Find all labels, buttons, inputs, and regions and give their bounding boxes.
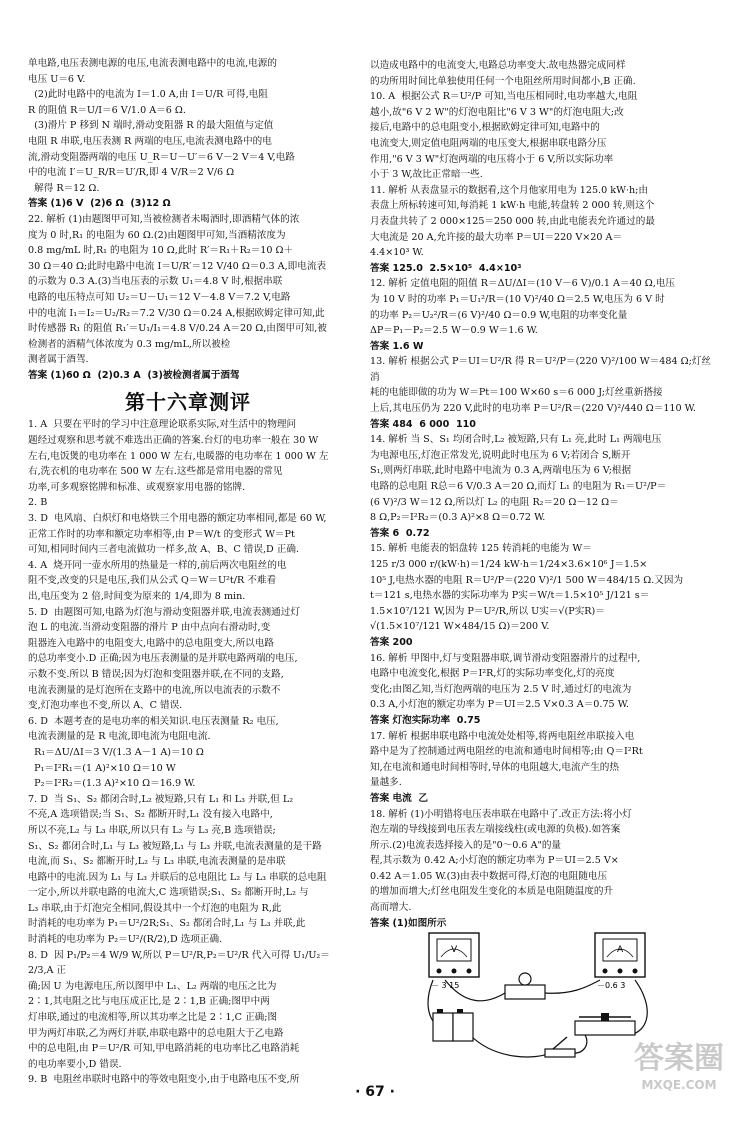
right-line: 高而增大. bbox=[370, 902, 412, 914]
right-line: 14. 解析 当 S、S₁ 均闭合时,L₂ 被短路,只有 L₁ 亮,此时 L₁ 两端电压 bbox=[370, 434, 662, 446]
right-line: 4.4×10³ W. bbox=[370, 247, 424, 259]
left-line: 题经过观察和思考就不难选出正确的答案.台灯的电功率一般在 30 W bbox=[28, 435, 319, 447]
left-line: 所以不亮,L₂ 与 L₃ 串联,所以只有 L₂ 与 L₃ 亮,B 选项错误; bbox=[28, 824, 276, 836]
left-line: 度为 0 时,R₁ 的电阻为 60 Ω.(2)由题图甲可知,当酒精浓度为 bbox=[28, 229, 286, 241]
watermark bbox=[620, 1040, 738, 1112]
battery-icon bbox=[433, 1009, 473, 1041]
left-line: L₃ 串联,由于灯泡完全相同,假设其中一个灯泡的电阻为 R,此 bbox=[28, 902, 282, 914]
left-line: 时消耗的电功率为 P₂＝U²/(R/2),D 选项正确. bbox=[28, 934, 223, 946]
right-line: 电流变大,则定值电阻两端的电压变大,根据串联电路分压 bbox=[370, 137, 607, 149]
right-line: 接后,电路中的总电阻变小,根据欧姆定律可知,电路中的 bbox=[370, 122, 600, 134]
left-line: 时传感器 R₁ 的阻值 R₁′＝U₁/I₁＝4.8 V/0.24 A＝20 Ω,由图甲可知,被 bbox=[28, 323, 327, 335]
left-line: (3)滑片 P 移到 N 端时,滑动变阻器 R 的最大阻值与定值 bbox=[28, 120, 274, 132]
right-line: 17. 解析 根据串联电路中电流处处相等,将两电阻丝串联接入电 bbox=[370, 730, 635, 742]
left-line: 右,洗衣机的电功率在 500 W 左右.这些都是常用电器的常见 bbox=[28, 466, 283, 478]
left-line: 灯串联,通过的电流相等,所以其功率之比是 2∶1,C 正确;图 bbox=[28, 1012, 278, 1024]
watermark-mark: 答案圈 bbox=[634, 1041, 724, 1076]
right-line: 16. 解析 甲图中,灯与变阻器串联,调节滑动变阻器滑片的过程中, bbox=[370, 652, 641, 664]
left-line: 泡 L 的电流.当滑动变阻器的滑片 P 由中点向右滑动时,变 bbox=[28, 622, 271, 634]
left-line: 3. D 电风扇、白炽灯和电烙铁三个用电器的额定功率相同,都是 60 W, bbox=[28, 513, 327, 525]
right-line: 18. 解析 (1)小明错将电压表串联在电路中了.改正方法:将小灯 bbox=[370, 808, 632, 820]
left-line: 电流表测量的是灯泡所在支路中的电流,所以电流表的示数不 bbox=[28, 684, 281, 696]
right-line: 0.3 A,小灯泡的额定功率为 P＝UI＝2.5 V×0.3 A＝0.75 W. bbox=[370, 699, 629, 711]
right-line: 知,在电流和通电时间相等时,导体的电阻越大,电流产生的热 bbox=[370, 761, 619, 773]
right-line: ΔP＝P₁－P₂＝2.5 W－0.9 W＝1.6 W. bbox=[370, 325, 538, 337]
right-line: 10. A 根据公式 R＝U²/P 可知,当电压相同时,电功率越大,电阻 bbox=[370, 91, 638, 103]
left-line: 电路中的电流.因为 L₁ 与 L₃ 并联后的总电阻比 L₂ 与 L₃ 串联的总电阻 bbox=[28, 871, 327, 883]
right-line: 上后,其电压仍为 220 V,此时的电功率 P＝U²/R＝(220 V)²/440 Ω＝110 W. bbox=[370, 403, 696, 415]
right-line: 月表盘共转了 2 000×125＝250 000 转,由此电能表允许通过的最 bbox=[370, 215, 655, 227]
left-line: 出,电压变为 2 倍,时间变为原来的 1/4,即为 8 min. bbox=[28, 591, 246, 602]
right-line: 以造成电路中的电流变大,电路总功率变大.故电热器完成同样 bbox=[370, 60, 626, 71]
left-line: 确;因 U 为电源电压,所以图甲中 L₁、L₂ 两端的电压之比为 bbox=[28, 980, 277, 992]
answer-line: 答案 (1)6 V (2)6 Ω (3)12 Ω bbox=[28, 198, 171, 210]
voltmeter-icon bbox=[429, 933, 479, 977]
left-line: 电流表测量的是 R 电流,即电流为电阻电流. bbox=[28, 731, 211, 743]
right-line: 为电源电压,灯泡正常发光,说明此时电压为 6 V;若闭合 S,断开 bbox=[370, 449, 631, 461]
bulb-icon bbox=[505, 973, 545, 999]
left-line: 左右,电饭煲的电功率在 1 000 W 左右,电暖器的电功率在 1 000 W 左 bbox=[28, 450, 329, 462]
right-line: 耗的电能即做的功为 W＝Pt＝100 W×60 s＝6 000 J;灯丝重新搭接 bbox=[370, 387, 663, 399]
left-column bbox=[28, 56, 348, 1088]
ammeter-terminals: －0.6 3 bbox=[597, 981, 626, 990]
answer-line: 答案 125.0 2.5×10⁵ 4.4×10³ bbox=[370, 262, 522, 274]
left-line: 正常工作时的功率和额定功率相等,由 P＝W/t 的变形式 W＝Pt bbox=[28, 528, 295, 540]
left-line: 变,灯泡功率也不变,所以 A、C 错误. bbox=[28, 700, 183, 712]
left-line: 流,滑动变阻器两端的电压 U_R＝U－U′＝6 V－2 V＝4 V,电路 bbox=[28, 151, 295, 163]
left-line: 30 Ω＝40 Ω;此时电路中电流 I＝U/R′＝12 V/40 Ω＝0.3 A,即电流表 bbox=[28, 260, 327, 272]
left-line: 示数不变.所以 B 错误;因为灯泡和变阻器并联,在不同的支路, bbox=[28, 668, 284, 680]
answer-line: 答案 484 6 000 110 bbox=[370, 418, 476, 430]
left-line: 9. B 电阻丝串联时电路中的等效电阻变小,由于电路电压不变,所 bbox=[28, 1074, 300, 1086]
right-line: 15. 解析 电能表的铝盘转 125 转消耗的电能为 W＝ bbox=[370, 543, 592, 555]
right-column bbox=[370, 58, 718, 931]
left-line: P₂＝I²R₂＝(1.3 A)²×10 Ω＝16.9 W. bbox=[28, 778, 196, 790]
right-line: 越小,故"6 V 2 W"的灯泡电阻比"6 V 3 W"的灯泡电阻大;改 bbox=[370, 106, 624, 118]
right-line: 8 Ω,P₂＝I²R₂＝(0.3 A)²×8 Ω＝0.72 W. bbox=[370, 512, 546, 524]
right-line: (6 V)²/3 W＝12 Ω,所以灯 L₂ 的电阻 R₂＝20 Ω－12 Ω＝ bbox=[370, 496, 619, 508]
left-line: S₁、S₂ 都闭合时,L₁ 与 L₃ 被短路,L₁ 与 L₃ 并联,电流表测量的是干路 bbox=[28, 840, 322, 852]
answer-line: 答案 200 bbox=[370, 636, 413, 648]
page-number: · 67 · bbox=[355, 1084, 395, 1100]
right-line: t＝121 s,电热水器的实际功率为 P实＝W/t＝1.5×10⁵ J/121 s＝ bbox=[370, 590, 650, 602]
right-line: √(1.5×10⁷/121 W×484/15 Ω)＝200 V. bbox=[370, 621, 550, 633]
right-line: 程,其示数为 0.42 A;小灯泡的额定功率为 P＝UI＝2.5 V× bbox=[370, 855, 619, 867]
right-line: 大电流是 20 A,允许接的最大功率 P＝UI＝220 V×20 A＝ bbox=[370, 231, 623, 243]
left-line: 单电路,电压表测电源的电压,电流表测电路中的电流,电源的 bbox=[28, 58, 277, 69]
answer-line: 答案 灯泡实际功率 0.75 bbox=[370, 714, 481, 726]
left-line: 的示数为 0.3 A.(3)当电压表的示数 U₁＝4.8 V 时,根据串联 bbox=[28, 276, 283, 288]
right-line: S₁,则两灯串联,此时电路中电流为 0.3 A,两端电压为 6 V;根据 bbox=[370, 465, 632, 477]
right-line: 作用,"6 V 3 W"灯泡两端的电压将小于 6 V,所以实际功率 bbox=[370, 153, 614, 165]
left-line: 2∶1,其电阻之比与电压成正比,是 2∶1,B 正确;图甲中两 bbox=[28, 996, 270, 1008]
right-line: 小于 3 W,故比正常暗一些. bbox=[370, 169, 483, 181]
left-line: 电压 U＝6 V. bbox=[28, 73, 86, 85]
answer-line: 答案 6 0.72 bbox=[370, 527, 430, 539]
right-line: 量越多. bbox=[370, 777, 402, 789]
answer-line: 答案 电流 乙 bbox=[370, 792, 428, 804]
right-line: 泡左端的导线接到电压表左端接线柱(或电源的负极).如答案 bbox=[370, 824, 621, 836]
left-line: 可知,相同时间内三者电流做功一样多,故 A、B、C 错误,D 正确. bbox=[28, 544, 300, 556]
left-line: 2. B bbox=[28, 497, 48, 509]
left-line: 一定小,所以并联电路的电流大,C 选项错误;S₁、S₂ 都断开时,L₂ 与 bbox=[28, 887, 309, 899]
answer-line: 答案 (1)60 Ω (2)0.3 A (3)被检测者属于酒驾 bbox=[28, 369, 240, 381]
left-line: 的总功率变小.D 正确;因为电压表测量的是并联电路两端的电压, bbox=[28, 653, 298, 665]
left-line: 电流,而 S₁、S₂ 都断开时,L₂ 与 L₃ 串联,电流表测量的是串联 bbox=[28, 856, 286, 868]
ammeter-icon bbox=[595, 933, 645, 977]
left-line: 电阻 R 串联,电压表测 R 两端的电压,电流表测电路中的电 bbox=[28, 135, 272, 147]
left-line: 22. 解析 (1)由题图甲可知,当被检测者未喝酒时,即酒精气体的浓 bbox=[28, 213, 300, 225]
left-line: P₁＝I²R₁＝(1 A)²×10 Ω＝10 W bbox=[28, 762, 176, 774]
left-line: 1. A 只要在平时的学习中注意理论联系实际,对生活中的物理问 bbox=[28, 419, 297, 431]
left-line: 解得 R＝12 Ω. bbox=[28, 182, 100, 194]
ammeter-label: A bbox=[617, 945, 624, 955]
right-line: 电路中电流变化,根据 P＝I²R,灯的实际功率变化,灯的亮度 bbox=[370, 668, 615, 680]
watermark-site: MXQE.COM bbox=[641, 1078, 717, 1092]
left-line: 4. A 烧开同一壶水所用的热量是一样的,前后两次电阻丝的电 bbox=[28, 559, 287, 571]
left-line: 测者属于酒驾. bbox=[28, 354, 89, 366]
left-line: 5. D 由题图可知,电路为灯泡与滑动变阻器并联,电流表测通过灯 bbox=[28, 606, 300, 618]
right-line: 125 r/3 000 r/(kW·h)＝1/24 kW·h＝1/24×3.6×10⁶ J＝1.5× bbox=[370, 559, 648, 570]
right-line: 的功所用时间比单独使用任何一个电阻丝所用时间都小,B 正确. bbox=[370, 75, 636, 87]
right-line: 为 10 V 时的功率 P₁＝U₁²/R＝(10 V)²/40 Ω＝2.5 W,电压为 6 V 时 bbox=[370, 293, 665, 305]
right-line: 11. 解析 从表盘显示的数据看,这个月他家用电为 125.0 kW·h;由 bbox=[370, 184, 648, 196]
right-line: 的增加而增大;灯丝电阻发生变化的本质是电阻随温度的升 bbox=[370, 886, 614, 898]
answer-line: 答案 1.6 W bbox=[370, 340, 424, 352]
right-line: 12. 解析 定值电阻的阻值 R＝ΔU/ΔI＝(10 V－6 V)/0.1 A＝40 Ω,电压 bbox=[370, 278, 675, 290]
right-line: 所示.(2)电流表选择接入的是"0～0.6 A"的量 bbox=[370, 839, 562, 851]
right-line: 表盘上所标转速可知,每消耗 1 kW·h 电能,转盘转 2 000 转,则这个 bbox=[370, 200, 655, 212]
voltmeter-terminals: － 3 15 bbox=[431, 981, 460, 990]
left-line: 中的电流 I′＝U_R/R＝U′/R,即 4 V/R＝2 V/6 Ω bbox=[28, 167, 235, 179]
left-line: 功率,可多观察铭牌和标准、或观察家用电器的铭牌. bbox=[28, 481, 246, 493]
left-line: 电路的电压特点可知 U₂＝U－U₁＝12 V－4.8 V＝7.2 V,电路 bbox=[28, 291, 291, 303]
left-line: 中的总电阻,由 P＝U²/R 可知,甲电路消耗的电功率比乙电路消耗 bbox=[28, 1043, 300, 1055]
left-line: 7. D 当 S₁、S₂ 都闭合时,L₂ 被短路,只有 L₁ 和 L₃ 并联,但 L₂ bbox=[28, 793, 294, 805]
answer-line: 答案 (1)如图所示 bbox=[370, 917, 447, 929]
right-line: 的功率 P₂＝U₂²/R＝(6 V)²/40 Ω＝0.9 W,电阻的功率变化量 bbox=[370, 309, 628, 321]
voltmeter-label: V bbox=[451, 945, 458, 955]
section-title: 第十六章测评 bbox=[125, 390, 251, 415]
left-line: 检测者的酒精气体浓度为 0.3 mg/mL,所以被检 bbox=[28, 338, 231, 350]
wire bbox=[470, 1035, 550, 1057]
left-line: 6. D 本题考查的是电功率的相关知识.电压表测量 R₂ 电压, bbox=[28, 715, 279, 727]
right-line: 路中是为了控制通过两电阻丝的电流和通电时间相等;由 Q＝I²Rt bbox=[370, 746, 643, 758]
left-line: 0.8 mg/mL 时,R₁ 的电阻为 10 Ω,此时 R′＝R₁＋R₂＝10 Ω＋ bbox=[28, 245, 294, 257]
wire bbox=[545, 980, 600, 993]
right-line: 10⁵ J,电热水器的电阻 R＝U²/P＝(220 V)²/1 500 W＝484/15 Ω.又因为 bbox=[370, 574, 684, 586]
left-line: 时消耗的电功率为 P₁＝U²/2R;S₁、S₂ 都闭合时,L₁ 与 L₃ 并联,此 bbox=[28, 918, 306, 930]
right-line: 0.42 A＝1.05 W.(3)由表中数据可得,灯泡的电阻随电压 bbox=[370, 870, 608, 882]
left-line: 8. D 因 P₁/P₂＝4 W/9 W,所以 P＝U²/R,P₂＝U²/R 代入可得 U₁/U₂＝2/3,A 正 bbox=[28, 949, 330, 977]
rheostat-icon bbox=[575, 1013, 635, 1035]
right-line: 1.5×10⁷/121 W,因为 P＝U²/R,所以 U实＝√(P实R)＝ bbox=[370, 605, 605, 617]
switch-icon bbox=[545, 1037, 575, 1057]
left-line: 的电功率要小,D 错误. bbox=[28, 1058, 122, 1070]
left-line: 中的电流 I₁＝I₂＝U₂/R₂＝7.2 V/30 Ω＝0.24 A,根据欧姆定律可知,此 bbox=[28, 307, 325, 319]
right-line: 13. 解析 根据公式 P＝UI＝U²/R 得 R＝U²/P＝(220 V)²/100 W＝484 Ω;灯丝消 bbox=[370, 356, 711, 383]
right-line: 电路的总电阻 R总＝6 V/0.3 A＝20 Ω,而灯 L₁ 的电阻为 R₁＝U²/P＝ bbox=[370, 481, 667, 493]
left-line: (2)此时电路中的电流为 I＝1.0 A,由 I＝U/R 可得,电阻 bbox=[28, 89, 268, 101]
left-line: 不亮,A 选项错误;当 S₁、S₂ 都断开时,L₁ 没有接入电路中, bbox=[28, 809, 273, 821]
left-line: 甲为两灯串联,乙为两灯并联,串联电路中的总电阻大于乙电路 bbox=[28, 1027, 284, 1039]
left-line: 阻不变,改变的只是电压,我们从公式 Q＝W＝U²t/R 不难看 bbox=[28, 575, 277, 587]
left-line: R₁＝ΔU/ΔI＝3 V/(1.3 A－1 A)＝10 Ω bbox=[28, 746, 204, 758]
right-line: 变化;由图乙知,当灯泡两端的电压为 2.5 V 时,通过灯的电流为 bbox=[370, 683, 632, 695]
left-line: 阻器连入电路中的电阻变大,电路中的总电阻变大,所以电路 bbox=[28, 637, 274, 649]
left-line: R 的阻值 R＝U/I＝6 V/1.0 A＝6 Ω. bbox=[28, 104, 186, 116]
